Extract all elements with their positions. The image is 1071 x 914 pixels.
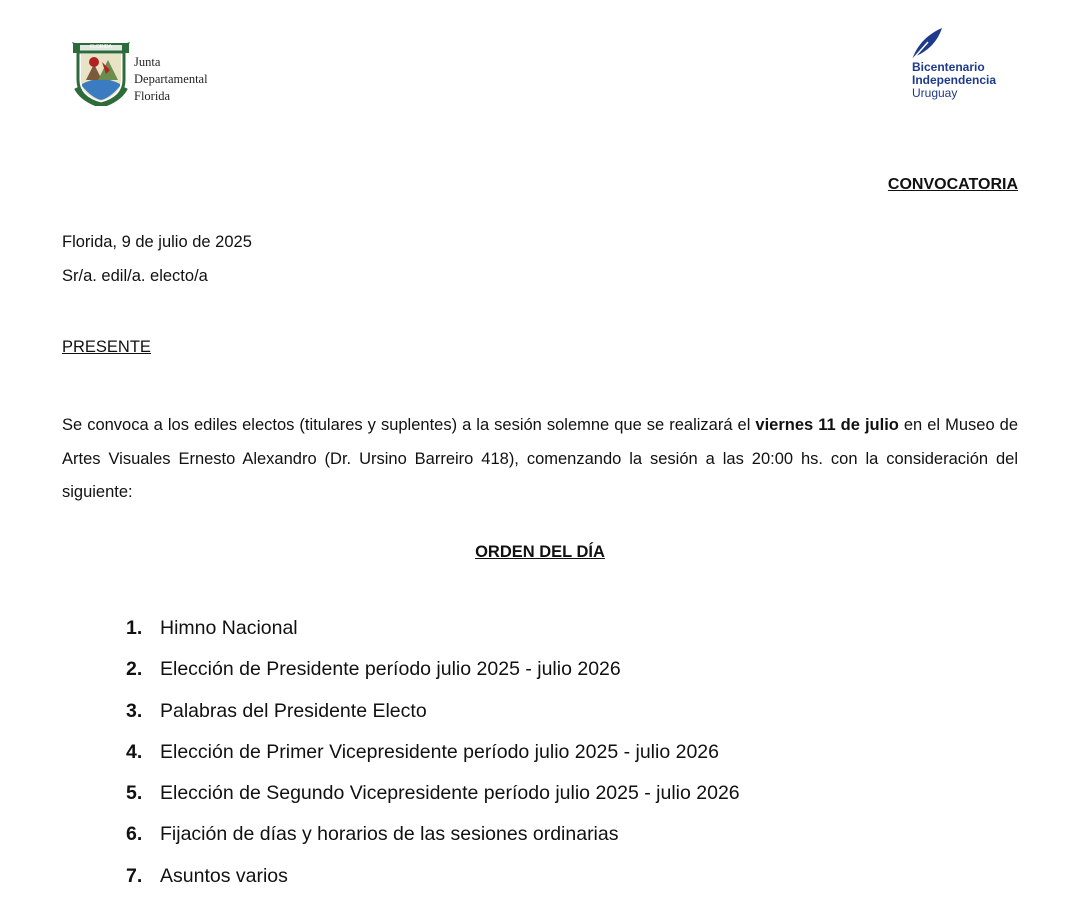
recipient-line: Sr/a. edil/a. electo/a <box>62 267 208 285</box>
agenda-item <box>126 617 1026 658</box>
logo-line-1: Bicentenario <box>912 60 985 74</box>
body-text-2: en el Museo de Artes Visuales Ernesto Alexandro (Dr. Ursino Barreiro 418), comenzando la sesión a las 20:00 hs. con la consideración del siguiente: <box>62 416 1019 501</box>
logo-line-3: Uruguay <box>912 86 958 100</box>
org-line-1: Junta <box>134 55 161 69</box>
agenda-item <box>126 782 1026 823</box>
body-paragraph <box>62 409 1018 510</box>
agenda-item <box>126 700 1026 741</box>
body-text-date: viernes 11 de julio <box>755 416 899 434</box>
agenda-item-text: Elección de Presidente período julio 2025 - julio 2026 <box>160 658 621 681</box>
agenda-item <box>126 658 1026 699</box>
org-line-3: Florida <box>134 89 171 103</box>
agenda-item <box>126 823 1026 864</box>
logo-line-2: Independencia <box>912 73 997 87</box>
agenda-item-text: Elección de Primer Vicepresidente período julio 2025 - julio 2026 <box>160 740 719 763</box>
bicentenario-logo <box>912 61 996 100</box>
agenda-item <box>126 865 1026 906</box>
document-title: CONVOCATORIA <box>887 176 1018 193</box>
agenda-item-number: 7. <box>126 864 143 887</box>
agenda-item-text: Elección de Segundo Vicepresidente período julio 2025 - julio 2026 <box>160 782 740 805</box>
agenda-list <box>126 617 1026 906</box>
agenda-title: ORDEN DEL DÍA <box>475 543 605 561</box>
agenda-item-text: Himno Nacional <box>160 617 298 639</box>
org-line-2: Departamental <box>134 72 208 86</box>
agenda-item <box>126 741 1026 782</box>
agenda-item-text: Palabras del Presidente Electo <box>160 699 427 722</box>
presente-heading: PRESENTE <box>62 338 151 356</box>
agenda-item-number: 3. <box>126 699 143 722</box>
body-text-1: Se convoca a los ediles electos (titulares y suplentes) a la sesión solemne que se realizará el <box>62 416 756 434</box>
date-line: Florida, 9 de julio de 2025 <box>62 233 252 251</box>
agenda-item-text: Asuntos varios <box>160 864 288 887</box>
agenda-item-number: 1. <box>126 617 143 639</box>
coat-of-arms-label: FLORIDA <box>90 44 112 50</box>
agenda-item-text: Fijación de días y horarios de las sesiones ordinarias <box>160 823 619 846</box>
feather-quill-icon <box>908 26 944 62</box>
agenda-item-number: 2. <box>126 658 143 681</box>
org-name <box>134 54 208 105</box>
agenda-item-number: 6. <box>126 823 143 846</box>
agenda-item-number: 4. <box>126 740 143 763</box>
agenda-item-number: 5. <box>126 782 143 805</box>
